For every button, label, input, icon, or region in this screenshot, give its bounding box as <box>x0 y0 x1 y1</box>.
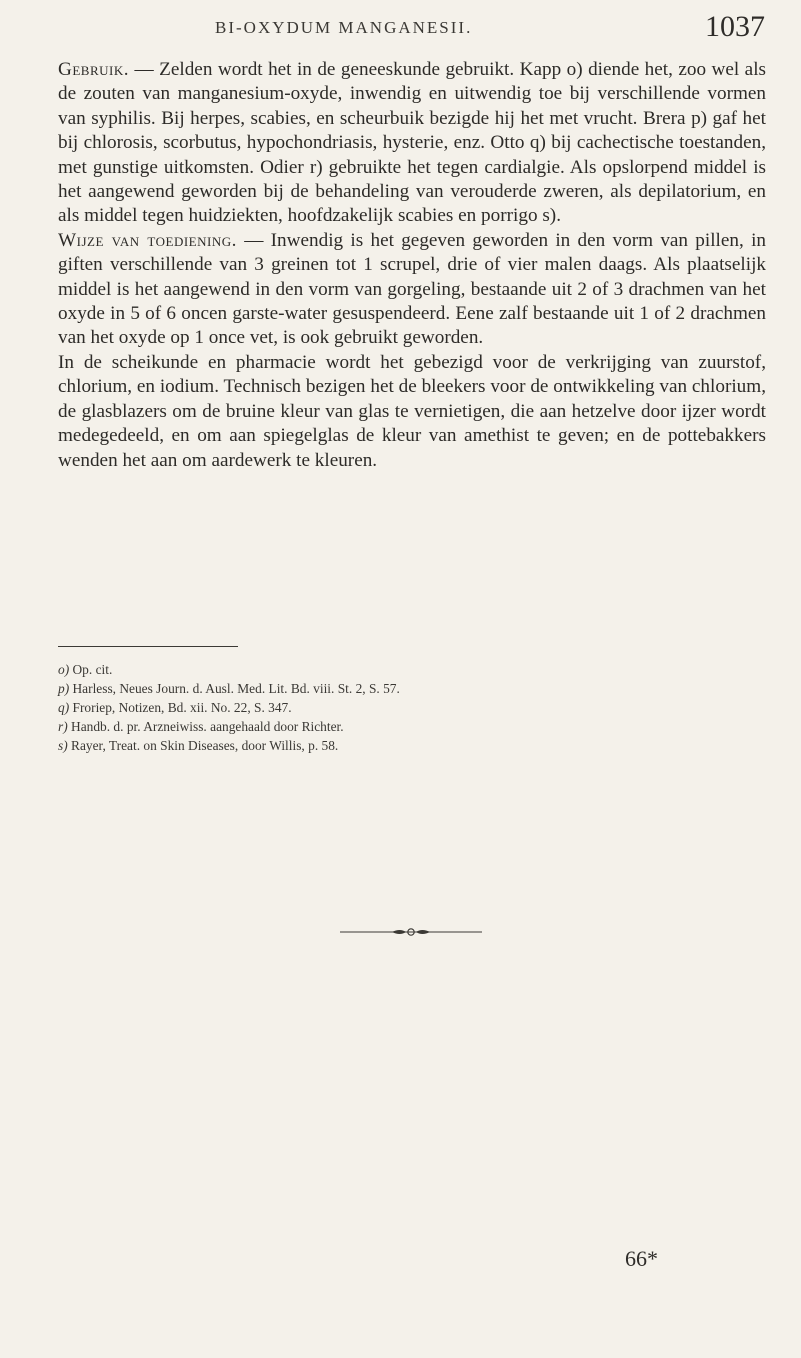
paragraph-toediening <box>58 229 766 351</box>
footnote-r <box>58 717 766 736</box>
footnote-text: Rayer, Treat. on Skin Diseases, door Willis, p. 58. <box>71 738 339 753</box>
footnote-mark: o) <box>58 662 70 677</box>
footnote-mark: q) <box>58 700 70 715</box>
running-head: BI-OXYDUM MANGANESII. <box>215 18 473 37</box>
footnote-text: Harless, Neues Journ. d. Ausl. Med. Lit. Bd. viii. St. 2, S. 57. <box>72 681 400 696</box>
paragraph-toediening-text: — Inwendig is het gegeven geworden in den vorm van pillen, in giften verschillende van 3 greinen tot 1 scrupel, drie of vier malen daags. Als plaatselijk middel is het aangewend in den vorm van gorgeling, bestaande uit 2 of 3 drachmen van het oxyde in 5 of 6 oncen garste-water gesuspendeerd. Eene zalf bestaande uit 1 of 2 drachmen van het oxyde op 1 once vet, is ook gebruikt geworden. <box>58 229 766 349</box>
footnote-p <box>58 679 766 698</box>
section-lead-toediening: Wijze van toediening. <box>58 229 237 251</box>
footnote-text: Op. cit. <box>72 662 113 677</box>
footnote-o <box>58 660 766 679</box>
footnote-rule <box>58 646 238 647</box>
paragraph-gebruik <box>58 58 766 229</box>
paragraph-scheikunde <box>58 351 766 473</box>
footnote-s <box>58 736 766 755</box>
footnote-mark: s) <box>58 738 68 753</box>
ornament-divider <box>340 927 482 937</box>
footnote-text: Froriep, Notizen, Bd. xii. No. 22, S. 347. <box>72 700 292 715</box>
page-header <box>60 8 765 44</box>
page-number: 1037 <box>705 10 765 43</box>
paragraph-gebruik-text: — Zelden wordt het in de geneeskunde gebruikt. Kapp o) diende het, zoo wel als de zouten van manganesium-oxyde, inwendig en uitwendig toe bij verschillende vormen van syphilis. Bij herpes, scabies, en scheurbuik bezigde hij het met vrucht. Brera p) gaf het bij chlorosis, scorbutus, hypochondriasis, hysterie, enz. Otto q) bij cachectische toestanden, met gunstige uitkomsten. Odier r) gebruikte het tegen cardialgie. Als opslorpend middel is het aangewend geworden bij de behandeling van verouderde zweren, als depilatorium, en als middel tegen huidziekten, hoofdzakelijk scabies en porrigo s). <box>58 59 766 227</box>
footnote-q <box>58 698 766 717</box>
footnote-text: Handb. d. pr. Arzneiwiss. aangehaald door Richter. <box>71 719 344 734</box>
paragraph-scheikunde-text: In de scheikunde en pharmacie wordt het gebezigd voor de verkrijging van zuurstof, chlorium, en iodium. Technisch bezigen het de bleekers voor de ontwikkeling van chlorium, de glasblazers om de bruine kleur van glas te vernietigen, die aan hetzelve door ijzer wordt medegedeeld, en om aan spiegelglas de kleur van amethist te geven; en de pottebakkers wenden het aan om aardewerk te kleuren. <box>58 351 766 471</box>
section-lead-gebruik: Gebruik. <box>58 59 130 80</box>
signature-mark: 66* <box>625 1246 658 1271</box>
footnotes <box>58 660 766 755</box>
footnote-mark: p) <box>58 681 70 696</box>
footnote-mark: r) <box>58 719 68 734</box>
body-text <box>58 58 766 473</box>
